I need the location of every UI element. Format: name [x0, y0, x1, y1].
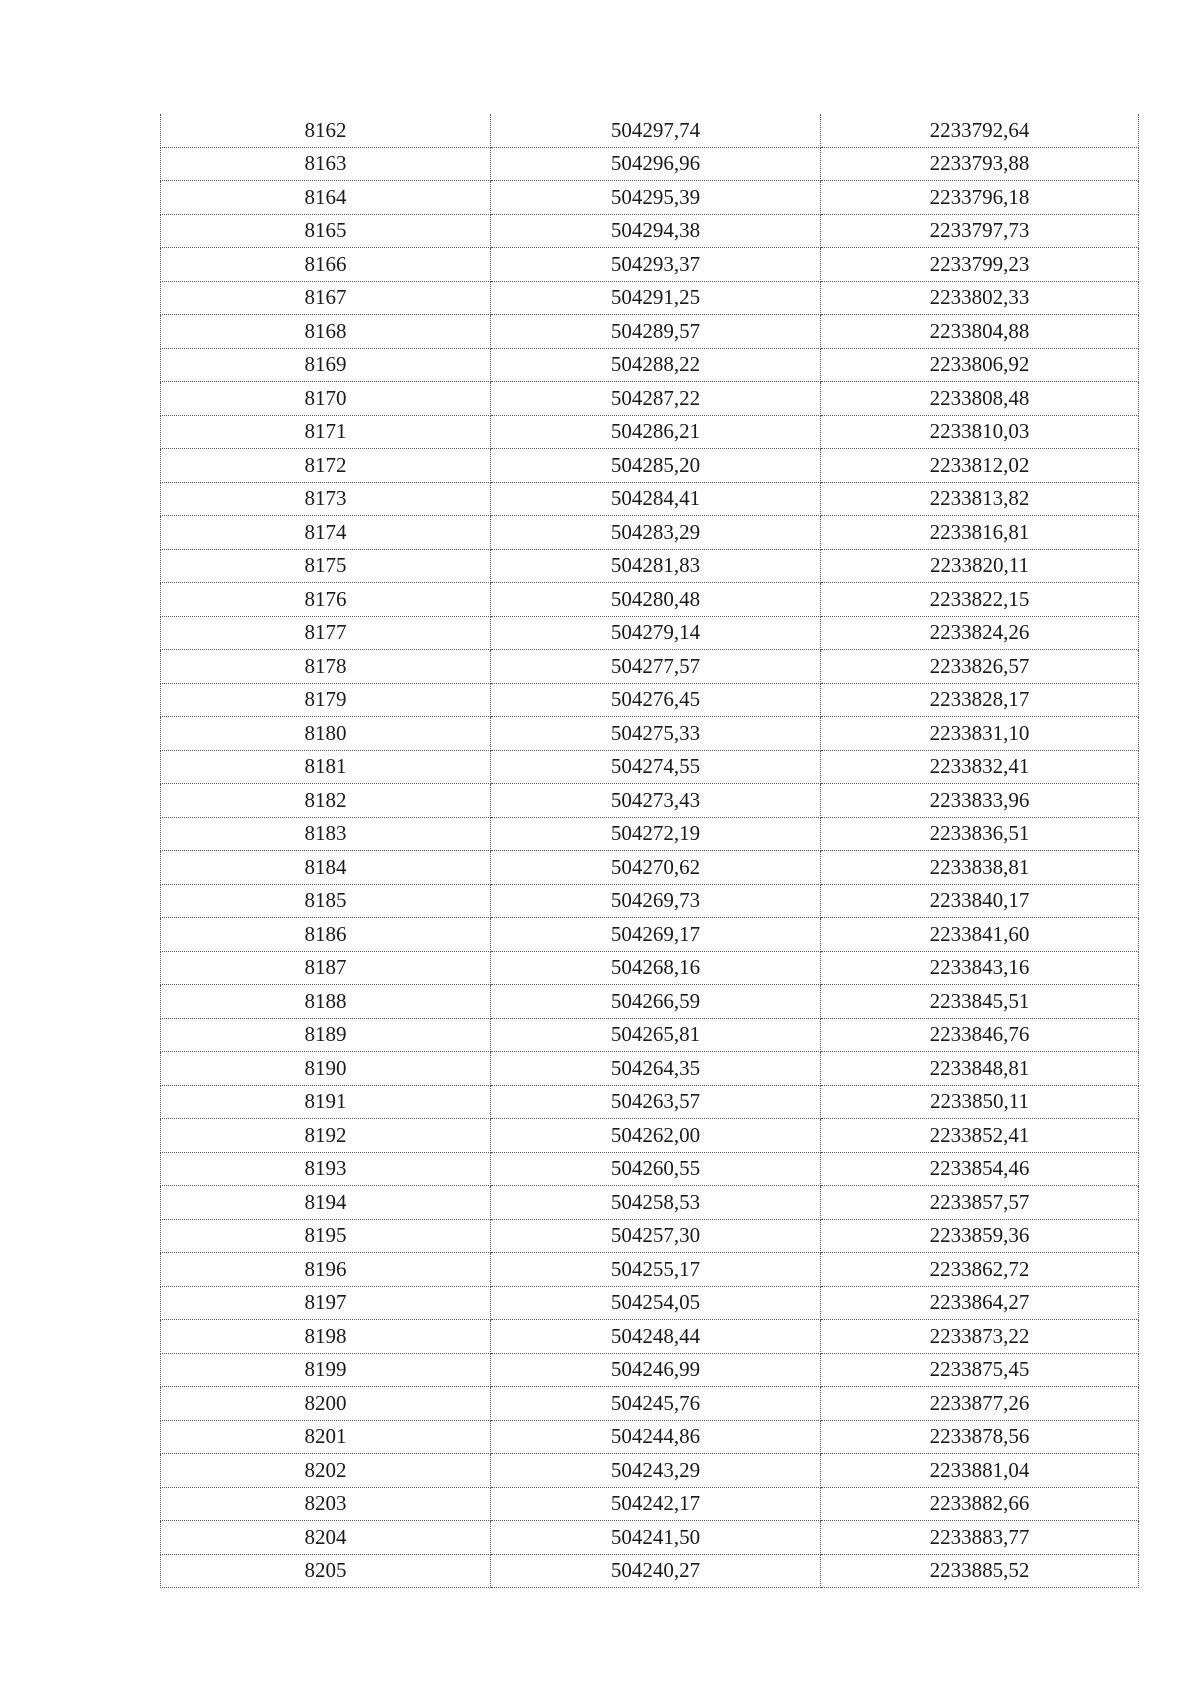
x-coordinate-cell: 504293,37: [491, 248, 821, 282]
point-number-cell: 8205: [161, 1554, 491, 1588]
y-coordinate-cell: 2233816,81: [821, 516, 1139, 550]
point-number-cell: 8183: [161, 817, 491, 851]
y-coordinate-cell: 2233826,57: [821, 650, 1139, 684]
table-row: [161, 348, 1139, 382]
point-number-cell: 8173: [161, 482, 491, 516]
table-row: [161, 482, 1139, 516]
table-row: [161, 985, 1139, 1019]
point-number-cell: 8180: [161, 717, 491, 751]
x-coordinate-cell: 504255,17: [491, 1253, 821, 1287]
point-number-cell: 8163: [161, 147, 491, 181]
x-coordinate-cell: 504244,86: [491, 1420, 821, 1454]
table-row: [161, 147, 1139, 181]
x-coordinate-cell: 504262,00: [491, 1119, 821, 1153]
table-row: [161, 516, 1139, 550]
y-coordinate-cell: 2233797,73: [821, 214, 1139, 248]
point-number-cell: 8200: [161, 1387, 491, 1421]
point-number-cell: 8197: [161, 1286, 491, 1320]
table-row: [161, 449, 1139, 483]
y-coordinate-cell: 2233792,64: [821, 114, 1139, 147]
x-coordinate-cell: 504268,16: [491, 951, 821, 985]
x-coordinate-cell: 504294,38: [491, 214, 821, 248]
point-number-cell: 8174: [161, 516, 491, 550]
x-coordinate-cell: 504264,35: [491, 1052, 821, 1086]
y-coordinate-cell: 2233881,04: [821, 1454, 1139, 1488]
y-coordinate-cell: 2233824,26: [821, 616, 1139, 650]
point-number-cell: 8178: [161, 650, 491, 684]
point-number-cell: 8186: [161, 918, 491, 952]
table-row: [161, 415, 1139, 449]
point-number-cell: 8189: [161, 1018, 491, 1052]
y-coordinate-cell: 2233806,92: [821, 348, 1139, 382]
table-row: [161, 181, 1139, 215]
point-number-cell: 8192: [161, 1119, 491, 1153]
y-coordinate-cell: 2233799,23: [821, 248, 1139, 282]
point-number-cell: 8176: [161, 583, 491, 617]
table-row: [161, 1420, 1139, 1454]
table-row: [161, 1152, 1139, 1186]
table-row: [161, 1554, 1139, 1588]
y-coordinate-cell: 2233820,11: [821, 549, 1139, 583]
x-coordinate-cell: 504266,59: [491, 985, 821, 1019]
table-row: [161, 951, 1139, 985]
x-coordinate-cell: 504297,74: [491, 114, 821, 147]
x-coordinate-cell: 504285,20: [491, 449, 821, 483]
point-number-cell: 8165: [161, 214, 491, 248]
table-row: [161, 1186, 1139, 1220]
coordinates-table: [160, 114, 1139, 1588]
y-coordinate-cell: 2233813,82: [821, 482, 1139, 516]
y-coordinate-cell: 2233845,51: [821, 985, 1139, 1019]
point-number-cell: 8182: [161, 784, 491, 818]
y-coordinate-cell: 2233796,18: [821, 181, 1139, 215]
y-coordinate-cell: 2233841,60: [821, 918, 1139, 952]
table-row: [161, 1286, 1139, 1320]
y-coordinate-cell: 2233862,72: [821, 1253, 1139, 1287]
table-row: [161, 1018, 1139, 1052]
x-coordinate-cell: 504241,50: [491, 1521, 821, 1555]
point-number-cell: 8175: [161, 549, 491, 583]
y-coordinate-cell: 2233843,16: [821, 951, 1139, 985]
point-number-cell: 8181: [161, 750, 491, 784]
y-coordinate-cell: 2233848,81: [821, 1052, 1139, 1086]
point-number-cell: 8196: [161, 1253, 491, 1287]
y-coordinate-cell: 2233832,41: [821, 750, 1139, 784]
point-number-cell: 8162: [161, 114, 491, 147]
x-coordinate-cell: 504287,22: [491, 382, 821, 416]
table-row: [161, 1119, 1139, 1153]
y-coordinate-cell: 2233859,36: [821, 1219, 1139, 1253]
point-number-cell: 8193: [161, 1152, 491, 1186]
y-coordinate-cell: 2233836,51: [821, 817, 1139, 851]
x-coordinate-cell: 504258,53: [491, 1186, 821, 1220]
y-coordinate-cell: 2233883,77: [821, 1521, 1139, 1555]
point-number-cell: 8179: [161, 683, 491, 717]
table-row: [161, 750, 1139, 784]
x-coordinate-cell: 504263,57: [491, 1085, 821, 1119]
x-coordinate-cell: 504276,45: [491, 683, 821, 717]
x-coordinate-cell: 504270,62: [491, 851, 821, 885]
y-coordinate-cell: 2233864,27: [821, 1286, 1139, 1320]
table-row: [161, 1487, 1139, 1521]
table-row: [161, 281, 1139, 315]
y-coordinate-cell: 2233882,66: [821, 1487, 1139, 1521]
point-number-cell: 8169: [161, 348, 491, 382]
x-coordinate-cell: 504296,96: [491, 147, 821, 181]
table-row: [161, 784, 1139, 818]
x-coordinate-cell: 504274,55: [491, 750, 821, 784]
table-row: [161, 549, 1139, 583]
y-coordinate-cell: 2233828,17: [821, 683, 1139, 717]
point-number-cell: 8164: [161, 181, 491, 215]
point-number-cell: 8194: [161, 1186, 491, 1220]
point-number-cell: 8172: [161, 449, 491, 483]
x-coordinate-cell: 504295,39: [491, 181, 821, 215]
x-coordinate-cell: 504248,44: [491, 1320, 821, 1354]
point-number-cell: 8167: [161, 281, 491, 315]
point-number-cell: 8187: [161, 951, 491, 985]
point-number-cell: 8168: [161, 315, 491, 349]
x-coordinate-cell: 504275,33: [491, 717, 821, 751]
y-coordinate-cell: 2233850,11: [821, 1085, 1139, 1119]
y-coordinate-cell: 2233831,10: [821, 717, 1139, 751]
point-number-cell: 8201: [161, 1420, 491, 1454]
point-number-cell: 8188: [161, 985, 491, 1019]
point-number-cell: 8195: [161, 1219, 491, 1253]
x-coordinate-cell: 504245,76: [491, 1387, 821, 1421]
point-number-cell: 8185: [161, 884, 491, 918]
x-coordinate-cell: 504273,43: [491, 784, 821, 818]
point-number-cell: 8177: [161, 616, 491, 650]
x-coordinate-cell: 504269,73: [491, 884, 821, 918]
y-coordinate-cell: 2233840,17: [821, 884, 1139, 918]
point-number-cell: 8184: [161, 851, 491, 885]
y-coordinate-cell: 2233808,48: [821, 382, 1139, 416]
table-row: [161, 315, 1139, 349]
point-number-cell: 8204: [161, 1521, 491, 1555]
y-coordinate-cell: 2233810,03: [821, 415, 1139, 449]
table-row: [161, 248, 1139, 282]
x-coordinate-cell: 504269,17: [491, 918, 821, 952]
x-coordinate-cell: 504281,83: [491, 549, 821, 583]
y-coordinate-cell: 2233885,52: [821, 1554, 1139, 1588]
y-coordinate-cell: 2233802,33: [821, 281, 1139, 315]
point-number-cell: 8198: [161, 1320, 491, 1354]
x-coordinate-cell: 504272,19: [491, 817, 821, 851]
x-coordinate-cell: 504243,29: [491, 1454, 821, 1488]
table-row: [161, 1454, 1139, 1488]
y-coordinate-cell: 2233822,15: [821, 583, 1139, 617]
table-row: [161, 114, 1139, 147]
y-coordinate-cell: 2233852,41: [821, 1119, 1139, 1153]
y-coordinate-cell: 2233846,76: [821, 1018, 1139, 1052]
x-coordinate-cell: 504254,05: [491, 1286, 821, 1320]
table-row: [161, 1052, 1139, 1086]
y-coordinate-cell: 2233838,81: [821, 851, 1139, 885]
table-row: [161, 583, 1139, 617]
table-row: [161, 717, 1139, 751]
x-coordinate-cell: 504279,14: [491, 616, 821, 650]
point-number-cell: 8166: [161, 248, 491, 282]
x-coordinate-cell: 504280,48: [491, 583, 821, 617]
point-number-cell: 8203: [161, 1487, 491, 1521]
y-coordinate-cell: 2233878,56: [821, 1420, 1139, 1454]
y-coordinate-cell: 2233793,88: [821, 147, 1139, 181]
point-number-cell: 8170: [161, 382, 491, 416]
table-row: [161, 1387, 1139, 1421]
table-row: [161, 214, 1139, 248]
y-coordinate-cell: 2233857,57: [821, 1186, 1139, 1220]
y-coordinate-cell: 2233875,45: [821, 1353, 1139, 1387]
coordinates-table-body: [161, 114, 1139, 1588]
x-coordinate-cell: 504284,41: [491, 482, 821, 516]
table-row: [161, 1253, 1139, 1287]
table-row: [161, 1353, 1139, 1387]
x-coordinate-cell: 504240,27: [491, 1554, 821, 1588]
y-coordinate-cell: 2233873,22: [821, 1320, 1139, 1354]
table-row: [161, 884, 1139, 918]
point-number-cell: 8199: [161, 1353, 491, 1387]
point-number-cell: 8191: [161, 1085, 491, 1119]
y-coordinate-cell: 2233804,88: [821, 315, 1139, 349]
table-row: [161, 1521, 1139, 1555]
x-coordinate-cell: 504291,25: [491, 281, 821, 315]
y-coordinate-cell: 2233854,46: [821, 1152, 1139, 1186]
table-row: [161, 1219, 1139, 1253]
x-coordinate-cell: 504286,21: [491, 415, 821, 449]
point-number-cell: 8171: [161, 415, 491, 449]
table-row: [161, 616, 1139, 650]
point-number-cell: 8202: [161, 1454, 491, 1488]
y-coordinate-cell: 2233833,96: [821, 784, 1139, 818]
table-row: [161, 1085, 1139, 1119]
point-number-cell: 8190: [161, 1052, 491, 1086]
table-row: [161, 851, 1139, 885]
x-coordinate-cell: 504289,57: [491, 315, 821, 349]
x-coordinate-cell: 504288,22: [491, 348, 821, 382]
y-coordinate-cell: 2233877,26: [821, 1387, 1139, 1421]
y-coordinate-cell: 2233812,02: [821, 449, 1139, 483]
x-coordinate-cell: 504265,81: [491, 1018, 821, 1052]
x-coordinate-cell: 504242,17: [491, 1487, 821, 1521]
table-row: [161, 683, 1139, 717]
x-coordinate-cell: 504257,30: [491, 1219, 821, 1253]
table-row: [161, 1320, 1139, 1354]
table-row: [161, 817, 1139, 851]
x-coordinate-cell: 504260,55: [491, 1152, 821, 1186]
table-row: [161, 650, 1139, 684]
x-coordinate-cell: 504246,99: [491, 1353, 821, 1387]
x-coordinate-cell: 504283,29: [491, 516, 821, 550]
table-row: [161, 918, 1139, 952]
x-coordinate-cell: 504277,57: [491, 650, 821, 684]
table-row: [161, 382, 1139, 416]
